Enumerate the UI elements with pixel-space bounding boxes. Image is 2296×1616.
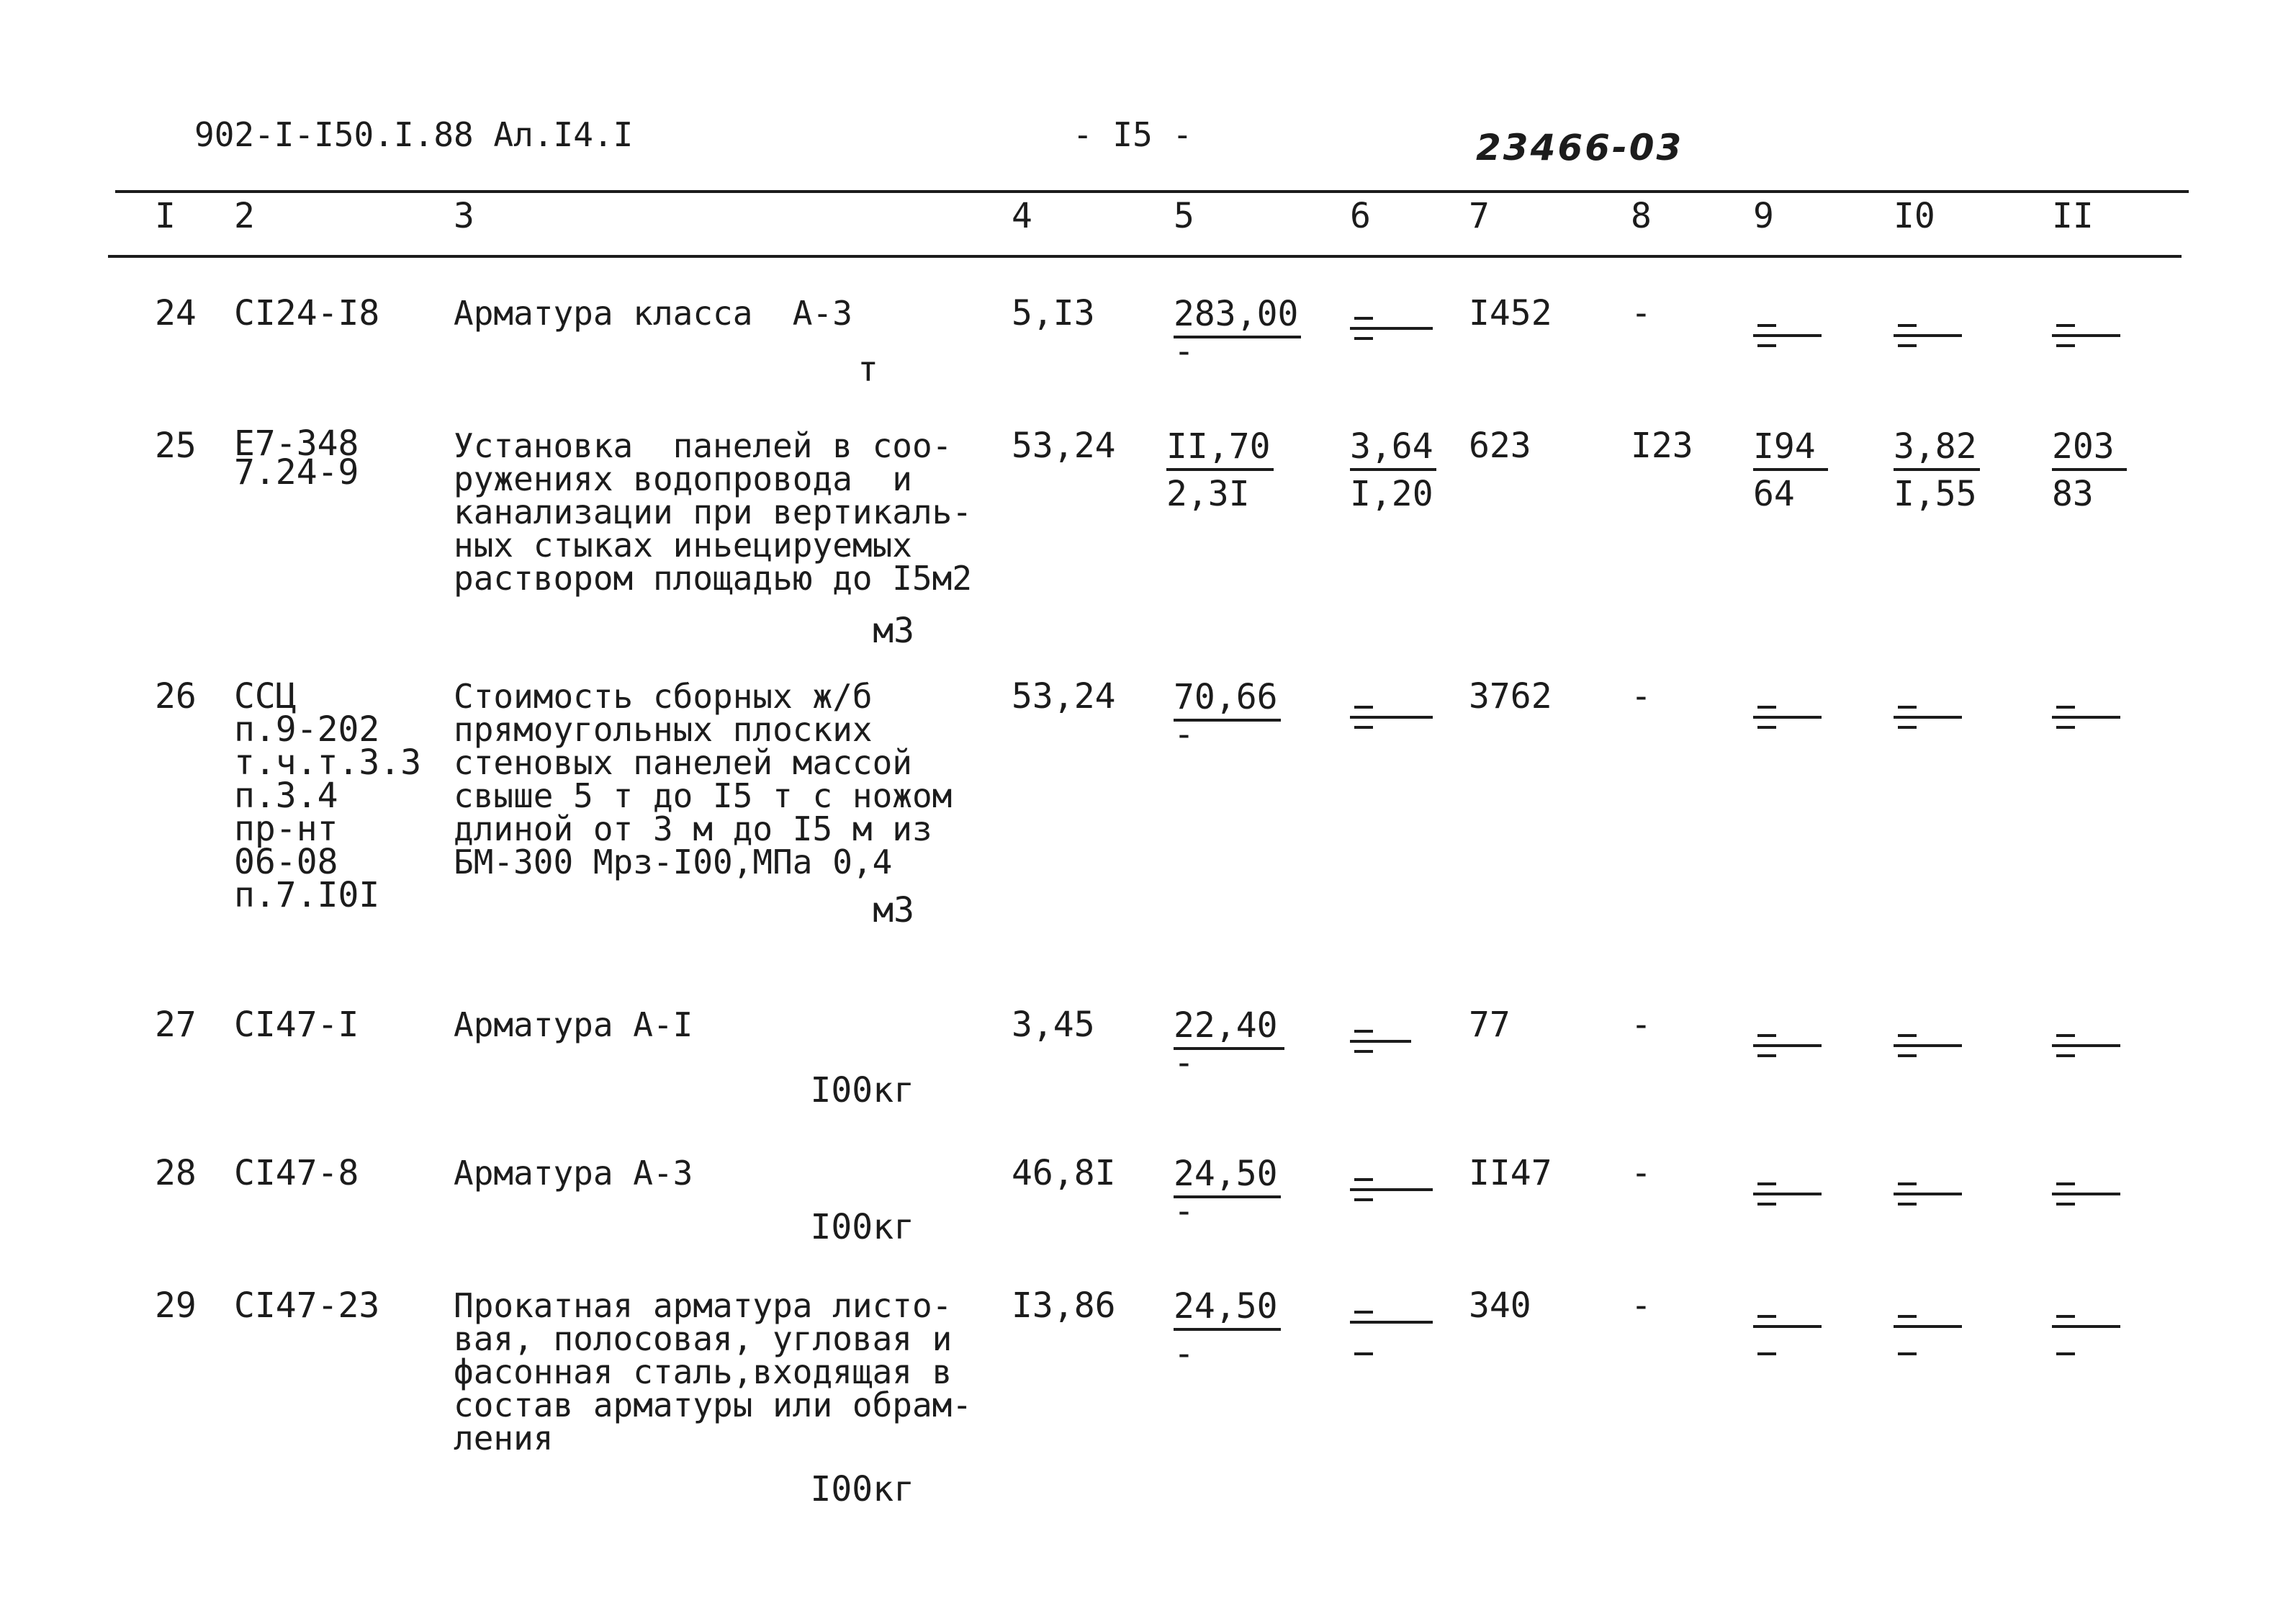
col8-value: - <box>1631 1005 1652 1045</box>
rate-code: E7-348 7.24-9 <box>234 423 359 493</box>
unit-of-measure: I00кг <box>810 1469 914 1509</box>
col10-empty-fraction <box>1894 1315 1962 1358</box>
total-cost-col7: 77 <box>1469 1005 1511 1045</box>
column-header-7: 7 <box>1469 196 1490 236</box>
col10-empty-fraction <box>1894 1034 1962 1077</box>
unit-of-measure: т <box>857 349 878 390</box>
work-description: Арматура класса А-3 <box>454 294 852 333</box>
col8-value: - <box>1631 1153 1652 1193</box>
row-number: 25 <box>155 426 197 466</box>
col6-empty-fraction <box>1350 1178 1433 1221</box>
column-header-10: I0 <box>1894 196 1935 236</box>
unit-cost-col5: 24,50 - <box>1174 1157 1281 1229</box>
column-header-3: 3 <box>454 196 474 236</box>
unit-cost-col5-bottom: - <box>1174 331 1194 372</box>
col9-empty-fraction <box>1753 706 1822 749</box>
col8-value: - <box>1631 676 1652 717</box>
row-number: 24 <box>155 293 197 333</box>
col6-value: $\frac{3,64}{I,20}$ <box>1350 429 1436 511</box>
rate-code: ССЦ п.9-202 т.ч.т.3.3 п.3.4 пр-нт 06-08 п.7.I0I <box>234 676 422 915</box>
unit-cost-col5: $\frac{II,70}{2,3I}$ <box>1166 429 1274 511</box>
total-cost-col7: 340 <box>1469 1285 1531 1326</box>
page-number: - I5 - <box>1073 115 1193 154</box>
col6-empty-fraction <box>1350 706 1433 749</box>
total-cost-col7: II47 <box>1469 1153 1552 1193</box>
column-header-2: 2 <box>234 196 255 236</box>
rate-code: CI47-8 <box>234 1153 359 1193</box>
unit-cost-col5 <box>1174 294 1301 372</box>
column-header-9: 9 <box>1753 196 1774 236</box>
col9-empty-fraction <box>1753 1034 1822 1077</box>
col6-empty-fraction <box>1350 1311 1433 1354</box>
unit-of-measure: I00кг <box>810 1207 914 1247</box>
col9-empty-fraction <box>1753 1182 1822 1226</box>
col8-value: - <box>1631 293 1652 333</box>
col9-empty-fraction <box>1753 324 1822 367</box>
col6-empty-fraction <box>1350 317 1433 360</box>
archive-stamp-number: 23466-03 <box>1476 127 1684 169</box>
unit-cost-col5: 70,66 - <box>1174 680 1281 752</box>
col11-empty-fraction <box>2052 706 2120 749</box>
column-header-1: I <box>155 196 176 236</box>
unit-of-measure: I00кг <box>810 1070 914 1110</box>
col9-value: $\frac{I94}{64}$ <box>1753 429 1828 511</box>
col10-value: $\frac{3,82}{I,55}$ <box>1894 429 1980 511</box>
table-top-rule <box>115 190 2189 193</box>
document-code: 902-I-I50.I.88 Ал.I4.I <box>194 115 634 154</box>
work-description: Прокатная арматура листо- вая, полосовая, угловая и фасонная сталь,входящая в состав арматуры или обрам- ления <box>454 1286 973 1458</box>
unit-of-measure: м3 <box>873 890 914 930</box>
row-number: 26 <box>155 676 197 717</box>
col8-value: I23 <box>1631 426 1693 466</box>
col10-empty-fraction <box>1894 324 1962 367</box>
table-header-rule <box>108 255 2182 258</box>
row-number: 29 <box>155 1285 197 1326</box>
total-cost-col7: 3762 <box>1469 676 1552 717</box>
work-description: Установка панелей в соо- ружениях водопровода и канализации при вертикаль- ных стыках иньецируемых раствором площадью до I5м2 <box>454 426 973 598</box>
col8-value: - <box>1631 1285 1652 1326</box>
rate-code: CI47-I <box>234 1005 359 1045</box>
column-header-4: 4 <box>1012 196 1032 236</box>
unit-cost-col5: 24,50 - <box>1174 1289 1281 1371</box>
row-number: 28 <box>155 1153 197 1193</box>
column-header-11: II <box>2052 196 2094 236</box>
quantity: I3,86 <box>1012 1285 1116 1326</box>
work-description: Арматура А-3 <box>454 1154 693 1193</box>
row-number: 27 <box>155 1005 197 1045</box>
rate-code: CI47-23 <box>234 1285 380 1326</box>
work-description: Арматура А-I <box>454 1005 693 1044</box>
quantity: 46,8I <box>1012 1153 1116 1193</box>
col10-empty-fraction <box>1894 1182 1962 1226</box>
col6-empty-fraction <box>1350 1030 1411 1073</box>
rate-code: CI24-I8 <box>234 293 380 333</box>
column-header-6: 6 <box>1350 196 1371 236</box>
total-cost-col7: 623 <box>1469 426 1531 466</box>
column-header-5: 5 <box>1174 196 1194 236</box>
col9-empty-fraction <box>1753 1315 1822 1358</box>
column-header-8: 8 <box>1631 196 1652 236</box>
col11-empty-fraction <box>2052 1182 2120 1226</box>
col11-value: $\frac{203}{83}$ <box>2052 429 2127 511</box>
total-cost-col7: I452 <box>1469 293 1552 333</box>
quantity: 5,I3 <box>1012 293 1095 333</box>
quantity: 53,24 <box>1012 426 1116 466</box>
quantity: 3,45 <box>1012 1005 1095 1045</box>
col11-empty-fraction <box>2052 1315 2120 1358</box>
unit-cost-col5-top: 283,00 <box>1174 297 1301 338</box>
unit-of-measure: м3 <box>873 611 914 651</box>
col11-empty-fraction <box>2052 324 2120 367</box>
quantity: 53,24 <box>1012 676 1116 717</box>
work-description: Стоимость сборных ж/б прямоугольных плоских стеновых панелей массой свыше 5 т до I5 т с ножом длиной от 3 м до I5 м из БМ-300 Мрз-I00,МПа 0,4 <box>454 677 953 881</box>
col11-empty-fraction <box>2052 1034 2120 1077</box>
col10-empty-fraction <box>1894 706 1962 749</box>
unit-cost-col5: 22,40 - <box>1174 1008 1284 1080</box>
